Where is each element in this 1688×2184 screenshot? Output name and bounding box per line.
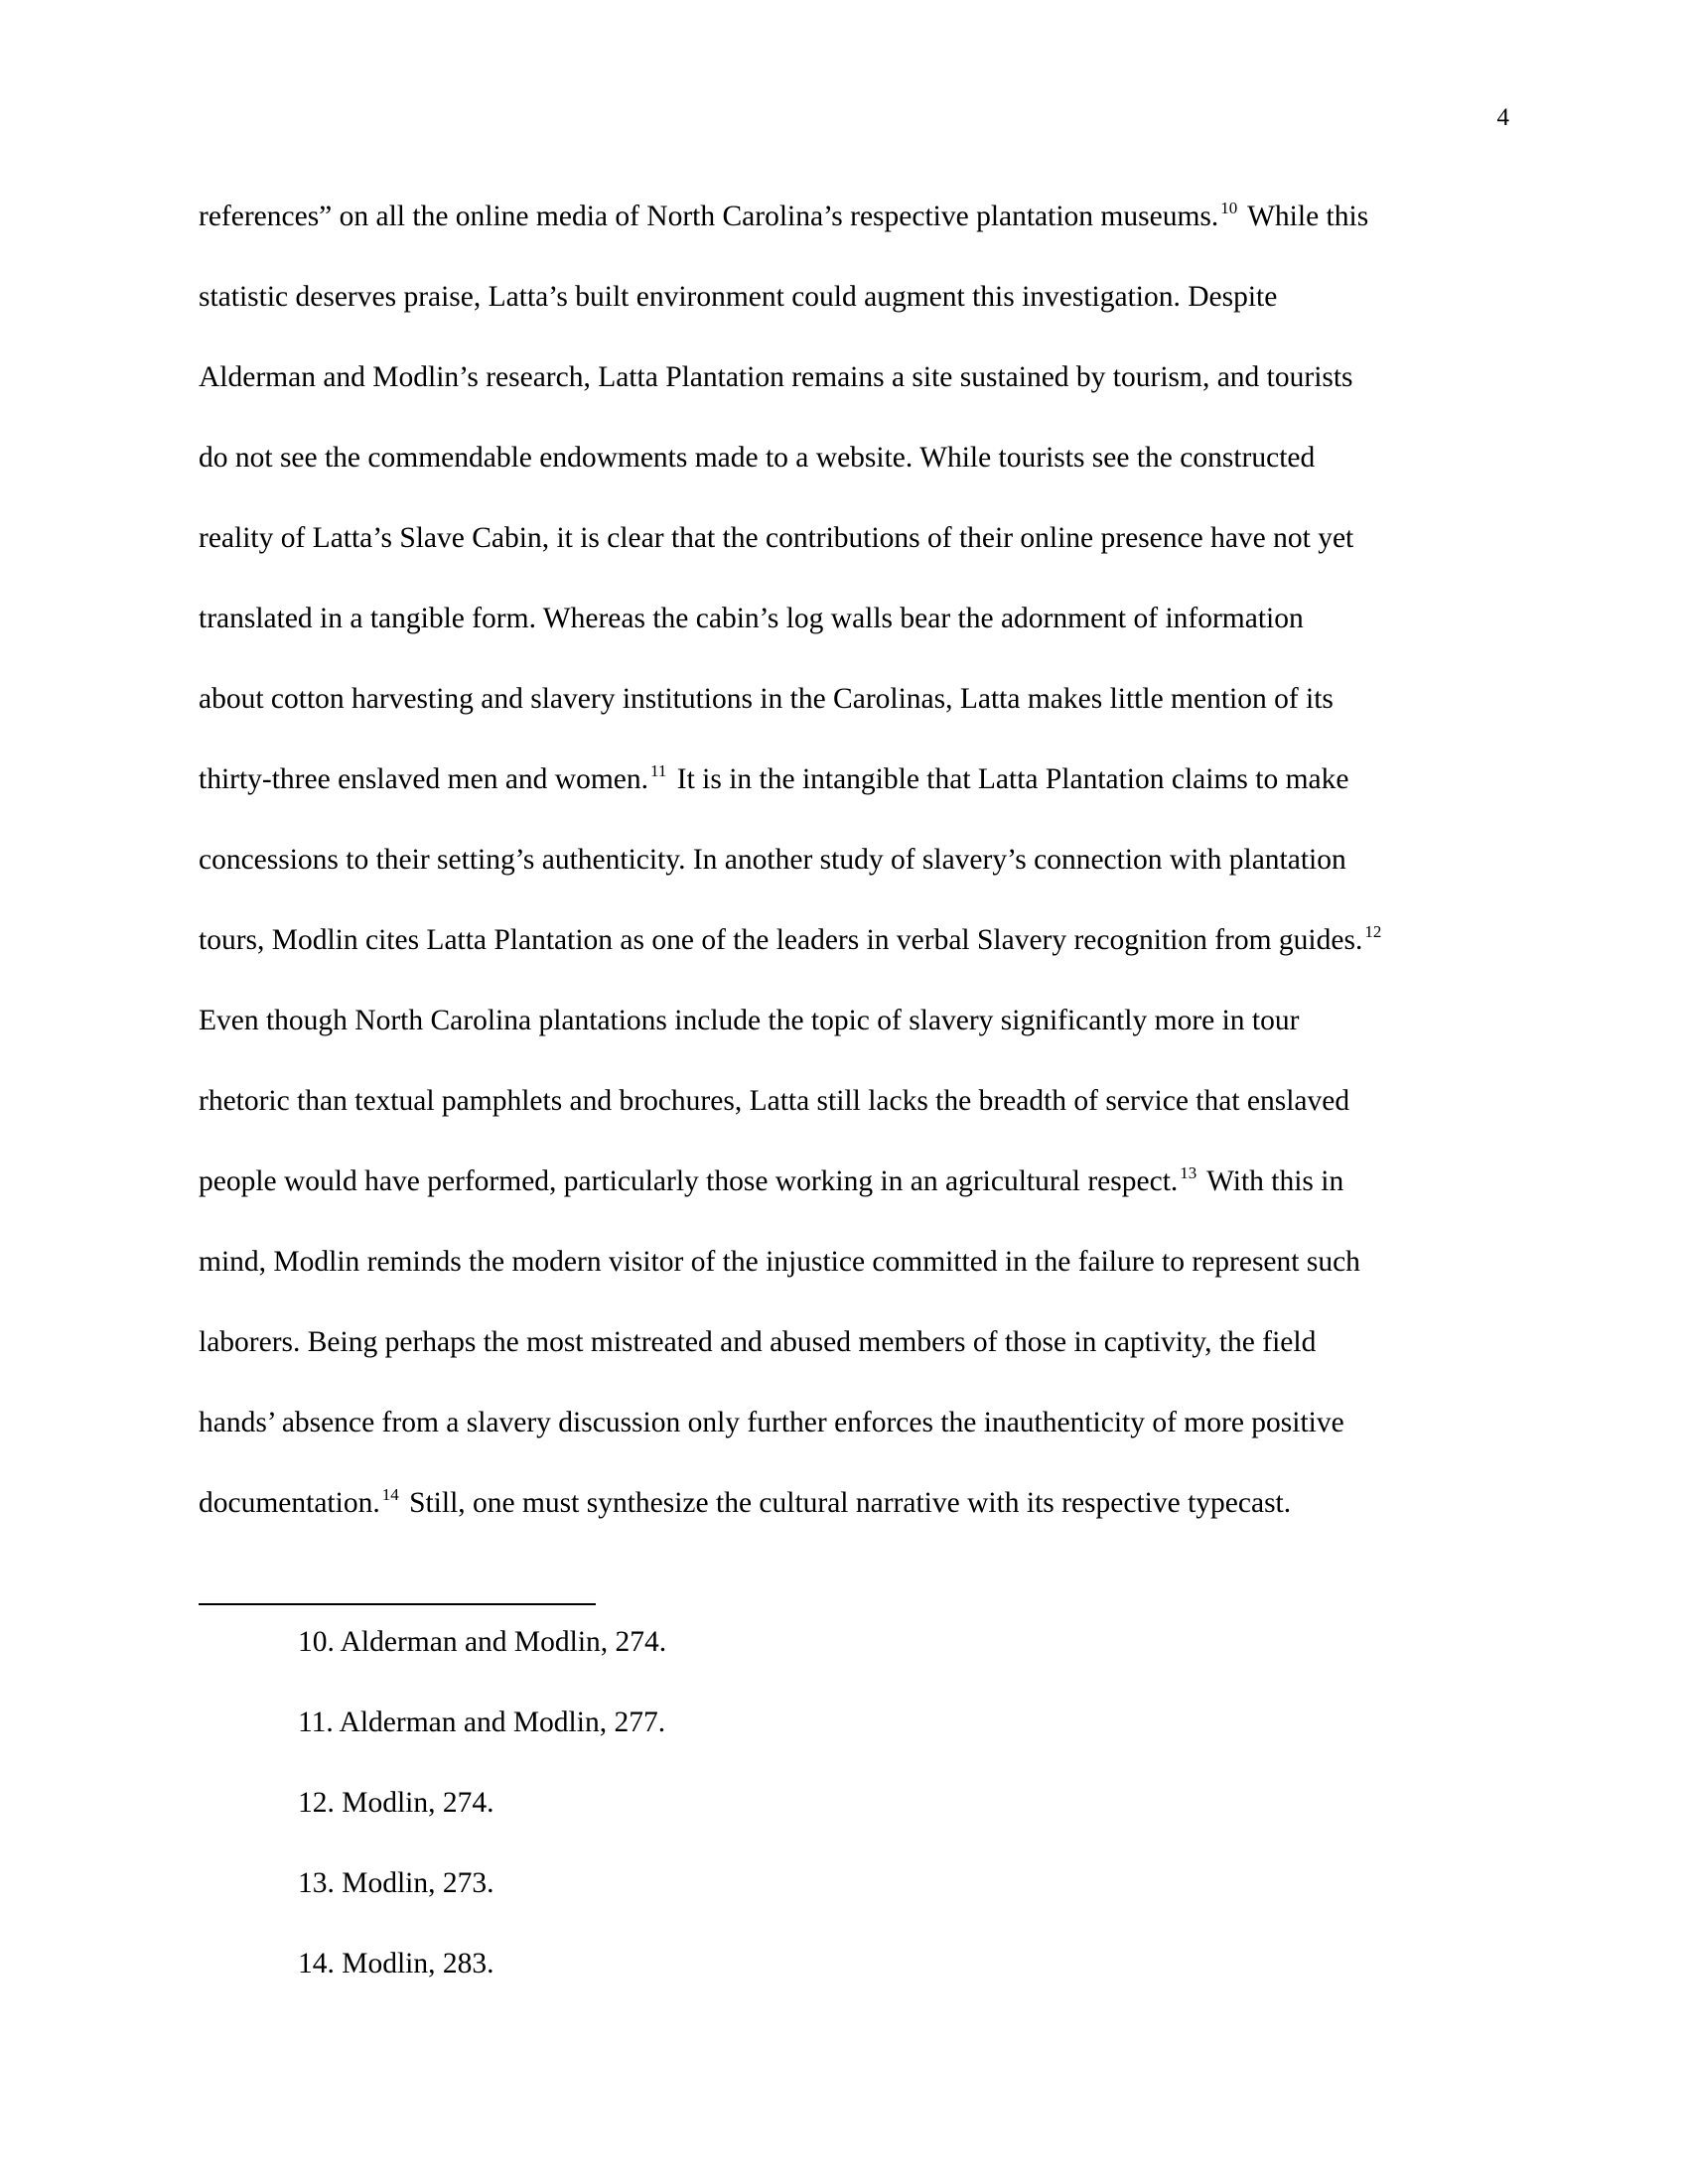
- body-line: about cotton harvesting and slavery institutions in the Carolinas, Latta makes little mention of its: [199, 683, 1334, 715]
- footnote-reference[interactable]: 10: [1220, 199, 1238, 217]
- footnote-11: 11. Alderman and Modlin, 277.: [298, 1706, 666, 1738]
- footnote-reference[interactable]: 11: [650, 761, 667, 780]
- body-line: [199, 1158, 1509, 1238]
- body-line: translated in a tangible form. Whereas the cabin’s log walls bear the adornment of information: [199, 603, 1304, 634]
- body-line-text: With this in: [1199, 1165, 1344, 1197]
- body-line: statistic deserves praise, Latta’s built environment could augment this investigation. Despite: [199, 281, 1278, 313]
- body-line-text: people would have performed, particularly those working in an agricultural respect.: [199, 1165, 1179, 1197]
- footnote-12: 12. Modlin, 274.: [298, 1787, 494, 1819]
- body-line: reality of Latta’s Slave Cabin, it is clear that the contributions of their online presence have not yet: [199, 522, 1354, 554]
- footnote-reference[interactable]: 13: [1180, 1163, 1197, 1182]
- body-line: mind, Modlin reminds the modern visitor of the injustice committed in the failure to represent such: [199, 1246, 1360, 1278]
- body-line-text: Still, one must synthesize the cultural narrative with its respective typecast.: [401, 1487, 1292, 1519]
- page-number: 4: [1496, 104, 1509, 131]
- body-line: [199, 916, 1509, 997]
- body-line: [199, 1479, 1509, 1560]
- footnote-reference[interactable]: 14: [381, 1485, 399, 1504]
- body-line: hands’ absence from a slavery discussion only further enforces the inauthenticity of more positive: [199, 1407, 1344, 1438]
- footnote-separator: [199, 1603, 596, 1605]
- footnotes-section: [298, 1618, 1489, 2020]
- body-line: rhetoric than textual pamphlets and brochures, Latta still lacks the breadth of service that enslaved: [199, 1085, 1350, 1117]
- footnote-14: 14. Modlin, 283.: [298, 1948, 494, 1979]
- body-line: concessions to their setting’s authenticity. In another study of slavery’s connection with plantation: [199, 844, 1346, 876]
- body-line-text: references” on all the online media of North Carolina’s respective plantation museums.: [199, 201, 1219, 232]
- footnote-10: 10. Alderman and Modlin, 274.: [298, 1626, 667, 1658]
- footnote-reference[interactable]: 12: [1364, 922, 1382, 941]
- body-line: Even though North Carolina plantations include the topic of slavery significantly more in tour: [199, 1005, 1300, 1036]
- body-line-text: tours, Modlin cites Latta Plantation as one of the leaders in verbal Slavery recognition from guides.: [199, 924, 1363, 956]
- body-line: Alderman and Modlin’s research, Latta Plantation remains a site sustained by tourism, and tourists: [199, 361, 1353, 393]
- body-paragraph: [199, 193, 1509, 1560]
- body-line: laborers. Being perhaps the most mistreated and abused members of those in captivity, the field: [199, 1326, 1317, 1358]
- body-line: do not see the commendable endowments made to a website. While tourists see the constructed: [199, 442, 1316, 474]
- body-line-text: It is in the intangible that Latta Plantation claims to make: [669, 763, 1349, 795]
- footnote-13: 13. Modlin, 273.: [298, 1867, 494, 1899]
- body-line-text: documentation.: [199, 1487, 380, 1519]
- body-line-text: thirty-three enslaved men and women.: [199, 763, 649, 795]
- body-line-text: While this: [1240, 201, 1369, 232]
- body-line: [199, 755, 1509, 836]
- body-line: [199, 193, 1509, 273]
